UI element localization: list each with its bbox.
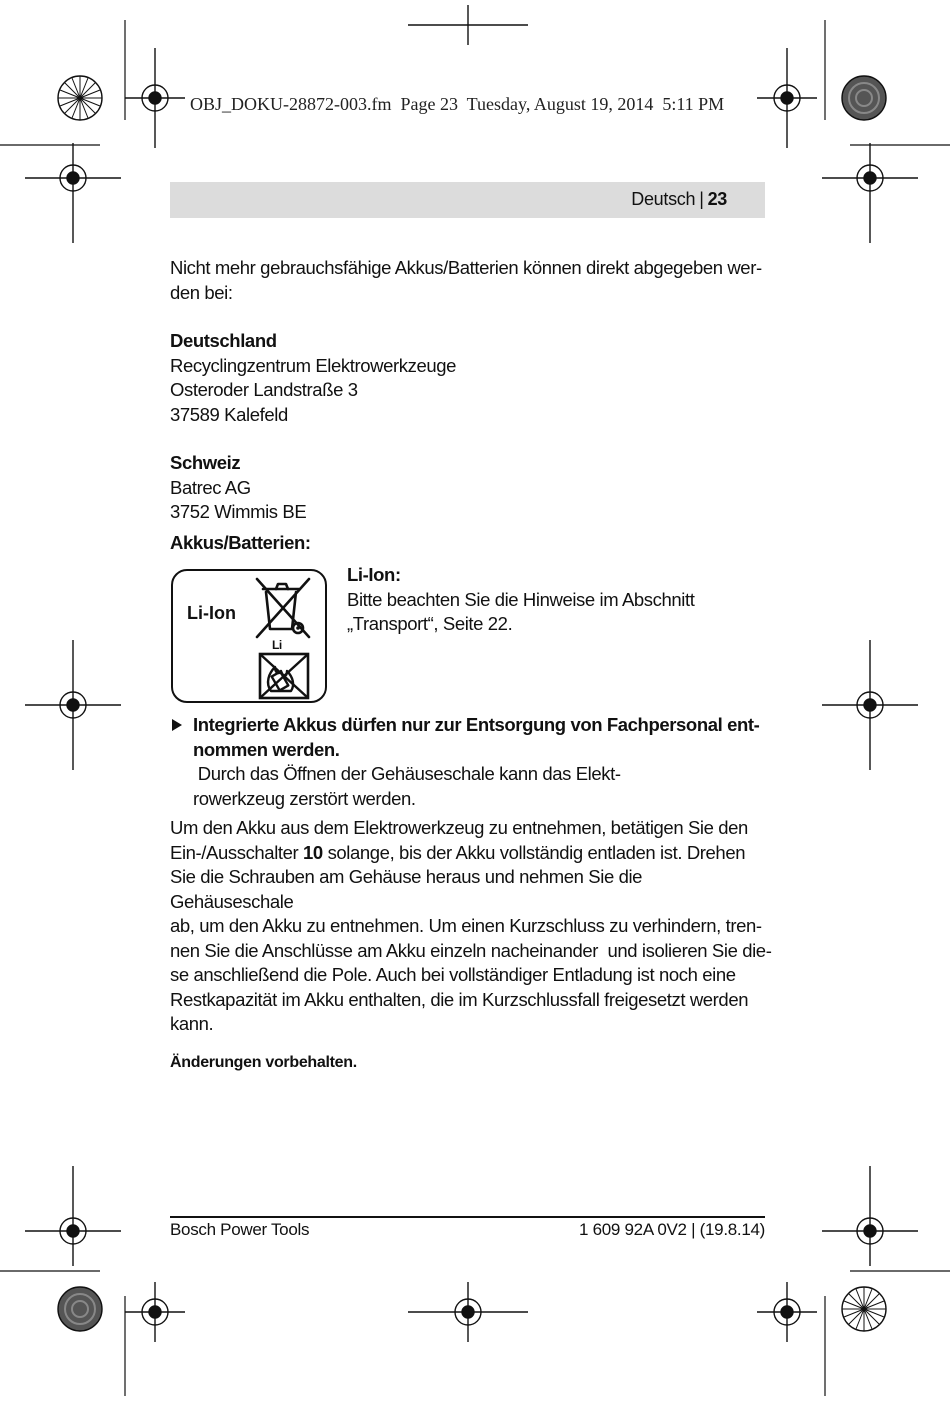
removal-line: se anschließend die Pole. Auch bei vollständiger Entladung ist noch eine	[170, 964, 736, 985]
li-symbol-text: Li	[272, 638, 282, 651]
bullet-arrow-icon	[172, 719, 182, 731]
country-heading: Deutschland	[170, 330, 277, 351]
address-line: Recyclingzentrum Elektrowerkzeuge	[170, 354, 457, 376]
warning-text: Durch das Öffnen der Gehäuseschale kann das Elekt-	[193, 763, 621, 784]
intro-paragraph	[170, 256, 765, 305]
warning-line	[193, 713, 765, 738]
address-line: Osteroder Landstraße 3	[170, 379, 358, 400]
no-fire-symbol-icon	[257, 651, 311, 701]
crossed-out-bin-icon	[251, 575, 315, 651]
intro-line: den bei:	[170, 281, 233, 303]
removal-line: Restkapazität im Akku enthalten, die im Kurzschlussfall freigesetzt werden	[170, 988, 749, 1010]
page-number: 23	[707, 189, 727, 209]
li-ion-title: Li-Ion:	[347, 564, 401, 585]
address-line: 3752 Wimmis BE	[170, 501, 307, 522]
removal-line: ab, um den Akku zu entnehmen. Um einen Kurzschluss zu verhindern, tren-	[170, 915, 762, 936]
changes-note: Änderungen vorbehalten.	[170, 1053, 357, 1071]
removal-instructions	[170, 816, 772, 1037]
address-line: 37589 Kalefeld	[170, 403, 288, 425]
switch-reference-number: 10	[303, 841, 323, 863]
li-ion-note	[347, 563, 767, 637]
page-header	[170, 182, 765, 218]
removal-line: Um den Akku aus dem Elektrowerkzeug zu entnehmen, betätigen Sie den	[170, 817, 748, 838]
li-ion-symbol-box	[171, 569, 327, 703]
address-germany	[170, 329, 765, 427]
main-content	[170, 256, 772, 1075]
warning-bold-text: nommen werden.	[193, 738, 340, 760]
removal-line: nen Sie die Anschlüsse am Akku einzeln nacheinander und isolieren Sie die-	[170, 939, 772, 961]
country-heading: Schweiz	[170, 452, 241, 473]
address-line: Batrec AG	[170, 476, 251, 498]
removal-line: Sie die Schrauben am Gehäuse heraus und nehmen Sie die Gehäuseschale	[170, 866, 643, 912]
intro-line: Nicht mehr gebrauchsfähige Akkus/Batterien können direkt abgegeben wer-	[170, 257, 762, 278]
removal-line	[170, 841, 765, 866]
header-separator: |	[699, 189, 704, 209]
warning-bullet	[170, 713, 765, 811]
removal-line: kann.	[170, 1013, 214, 1034]
batteries-heading: Akkus/Batterien:	[170, 531, 311, 553]
header-language: Deutsch	[631, 189, 696, 209]
print-slug: OBJ_DOKU-28872-003.fm Page 23 Tuesday, August 19, 2014 5:11 PM	[190, 94, 725, 114]
warning-line: rowerkzeug zerstört werden.	[193, 787, 416, 809]
removal-text: solange, bis der Akku vollständig entladen ist. Drehen	[322, 841, 746, 863]
footer-brand: Bosch Power Tools	[170, 1220, 310, 1239]
footer-doc-number: 1 609 92A 0V2 | (19.8.14)	[579, 1220, 765, 1239]
address-switzerland	[170, 451, 765, 525]
warning-bold-text: Integrierte Akkus dürfen nur zur Entsorgung von Fachpersonal ent-	[193, 714, 760, 735]
li-ion-text-line: Bitte beachten Sie die Hinweise im Abschnitt	[347, 588, 695, 610]
warning-line	[193, 738, 765, 787]
li-ion-label: Li-Ion	[187, 603, 236, 623]
battery-disposal-section	[170, 559, 765, 707]
footer-rule	[170, 1216, 765, 1218]
removal-text: Ein-/Ausschalter	[170, 841, 304, 863]
header-text	[631, 189, 727, 210]
li-ion-text-line: „Transport“, Seite 22.	[347, 613, 513, 634]
